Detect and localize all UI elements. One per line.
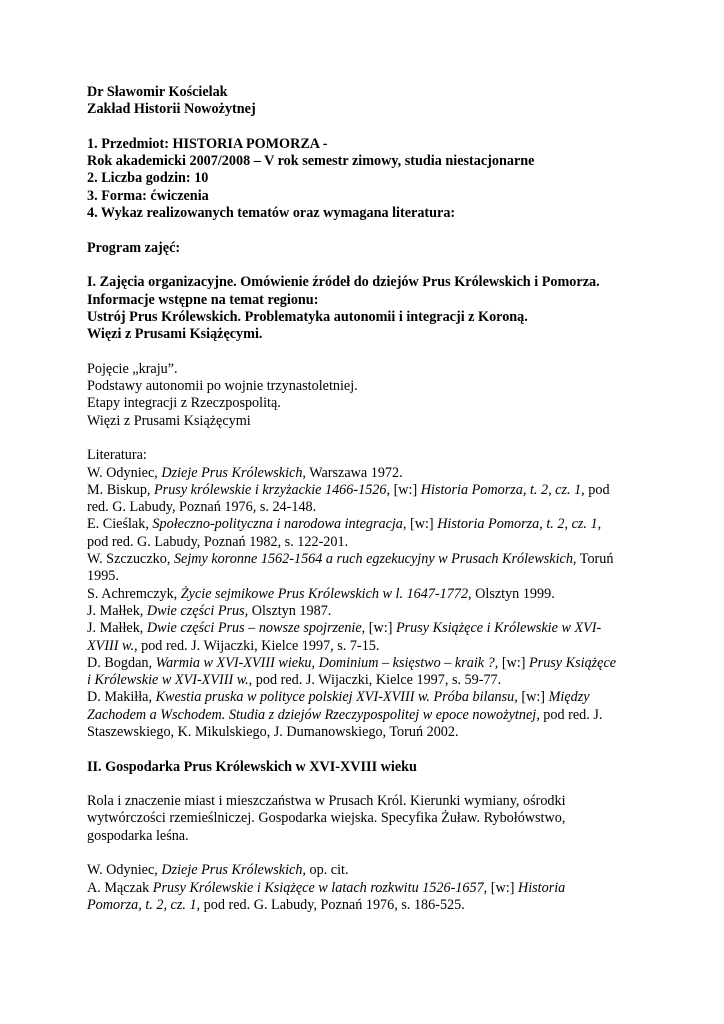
literature-text: D. Bogdan,	[87, 654, 156, 671]
literature-entry-line	[87, 655, 647, 672]
literature-entry-line	[87, 516, 647, 533]
literature-entry-line	[87, 568, 647, 585]
literature-entry-line	[87, 880, 647, 897]
literature-text: [w:]	[365, 620, 396, 637]
literature-entry-line	[87, 534, 647, 551]
section-title-line: Ustrój Prus Królewskich. Problematyka autonomii i integracji z Koroną.	[87, 308, 528, 325]
literature-text: [w:]	[487, 879, 518, 896]
literature-title: i Królewskie w XVI-XVIII w.,	[87, 672, 253, 689]
description-line: wytwórczości rzemieślniczej. Gospodarka wiejska. Specyfika Żuław. Rybołówstwo,	[87, 810, 566, 827]
literature-entry-line	[87, 724, 647, 741]
course-topics: 4. Wykaz realizowanych tematów oraz wymagana literatura:	[87, 205, 456, 222]
author-name: Dr Sławomir Kościelak	[87, 84, 228, 100]
course-hours: 2. Liczba godzin: 10	[87, 170, 209, 187]
literature-title: Prusy królewskie i krzyżackie 1466-1526,	[154, 481, 391, 498]
literature-text: [w:]	[390, 481, 421, 498]
literature-entry-line	[87, 551, 647, 568]
literature-text: 1995.	[87, 568, 119, 585]
literature-text: E. Cieślak,	[87, 516, 153, 533]
literature-title: Warmia w XVI-XVIII wieku, Dominium – księstwo – kraik ?,	[155, 654, 499, 671]
literature-text: M. Biskup,	[87, 481, 155, 498]
section-1-literature	[87, 465, 647, 742]
section-2-title: II. Gospodarka Prus Królewskich w XVI-XVIII wieku	[87, 758, 417, 775]
literature-label: Literatura:	[87, 447, 147, 464]
program-heading: Program zajęć:	[87, 239, 181, 256]
literature-entry-line	[87, 465, 647, 482]
literature-text: Warszawa 1972.	[305, 464, 403, 481]
literature-text: [w:]	[517, 689, 549, 706]
topic-point: Podstawy autonomii po wojnie trzynastoletniej.	[87, 378, 358, 395]
literature-entry-line	[87, 638, 647, 655]
literature-entry-line	[87, 603, 647, 620]
literature-entry-line	[87, 499, 647, 516]
literature-text: pod red. G. Labudy, Poznań 1982, s. 122-201.	[87, 533, 349, 550]
literature-entry-line	[87, 482, 647, 499]
literature-title: Kwestia pruska w polityce polskiej XVI-XVIII w. Próba bilansu,	[155, 689, 518, 706]
literature-text: A. Mączak	[87, 879, 153, 896]
section-1-title	[87, 274, 647, 343]
literature-text: J. Małłek,	[87, 602, 147, 619]
literature-entry-line	[87, 672, 647, 689]
literature-title: Historia Pomorza, t. 2, cz. 1,	[420, 481, 585, 498]
literature-text: red. G. Labudy, Poznań 1976, s. 24-148.	[87, 499, 317, 516]
course-form: 3. Forma: ćwiczenia	[87, 187, 209, 204]
literature-entry-line	[87, 707, 647, 724]
literature-entry-line	[87, 586, 647, 603]
section-title-line: Więzi z Prusami Książęcymi.	[87, 326, 263, 343]
literature-text: [w:]	[498, 654, 529, 671]
literature-title: Między	[548, 689, 590, 706]
literature-title: Życie sejmikowe Prus Królewskich w l. 1647-1772,	[180, 585, 472, 602]
department-name: Zakład Historii Nowożytnej	[87, 101, 256, 118]
section-2-literature	[87, 862, 647, 914]
literature-text: Toruń	[576, 551, 614, 568]
literature-text: W. Szczuczko,	[87, 551, 174, 568]
course-year: Rok akademicki 2007/2008 – V rok semestr zimowy, studia niestacjonarne	[87, 153, 535, 170]
literature-text: pod	[584, 481, 610, 498]
document-page	[87, 84, 647, 914]
literature-text: D. Makiłła,	[87, 689, 156, 706]
topic-point: Etapy integracji z Rzeczpospolitą.	[87, 395, 281, 412]
literature-text: pod red. J.	[539, 706, 603, 723]
section-1-points	[87, 361, 647, 430]
topic-point: Więzi z Prusami Książęcymi	[87, 412, 251, 429]
literature-title: Historia	[517, 879, 566, 896]
section-title-line: I. Zajęcia organizacyjne. Omówienie źródeł do dziejów Prus Królewskich i Pomorza.	[87, 274, 600, 291]
literature-entry-line	[87, 689, 647, 706]
literature-title: Prusy Królewskie i Książęce w latach rozkwitu 1526-1657,	[152, 879, 488, 896]
literature-text: Olsztyn 1987.	[248, 602, 332, 619]
literature-text: pod red. G. Labudy, Poznań 1976, s. 186-525.	[200, 896, 465, 913]
literature-title: Dzieje Prus Królewskich,	[161, 464, 306, 481]
literature-title: Pomorza, t. 2, cz. 1,	[87, 896, 201, 913]
literature-title: Prusy Książęce i Królewskie w XVI-	[395, 620, 602, 637]
description-line: gospodarka leśna.	[87, 827, 189, 844]
literature-text: pod red. J. Wijaczki, Kielce 1997, s. 59-77.	[252, 672, 502, 689]
literature-text: op. cit.	[305, 862, 349, 879]
description-line: Rola i znaczenie miast i mieszczaństwa w Prusach Król. Kierunki wymiany, ośrodki	[87, 793, 566, 810]
section-title-line: Informacje wstępne na temat regionu:	[87, 291, 319, 308]
literature-text: W. Odyniec,	[87, 862, 162, 879]
literature-text: Olsztyn 1999.	[471, 585, 555, 602]
literature-text: W. Odyniec,	[87, 464, 162, 481]
literature-title: Dzieje Prus Królewskich,	[161, 862, 306, 879]
literature-text: S. Achremczyk,	[87, 585, 181, 602]
literature-title: Społeczno-polityczna i narodowa integracja,	[152, 516, 407, 533]
literature-title: Dwie części Prus,	[146, 602, 249, 619]
course-subject: 1. Przedmiot: HISTORIA POMORZA -	[87, 135, 328, 152]
literature-text: pod red. J. Wijaczki, Kielce 1997, s. 7-15.	[137, 637, 380, 654]
literature-text: Staszewskiego, K. Mikulskiego, J. Dumanowskiego, Toruń 2002.	[87, 723, 459, 740]
literature-title: Sejmy koronne 1562-1564 a ruch egzekucyjny w Prusach Królewskich,	[173, 551, 577, 568]
literature-title: Prusy Książęce	[529, 654, 617, 671]
literature-entry-line	[87, 897, 647, 914]
section-2-description	[87, 793, 647, 845]
literature-text: J. Małłek,	[87, 620, 147, 637]
literature-text: [w:]	[406, 516, 438, 533]
literature-title: Zachodem a Wschodem. Studia z dziejów Rzeczypospolitej w epoce nowożytnej,	[87, 706, 540, 723]
literature-entry-line	[87, 862, 647, 879]
literature-title: Historia Pomorza, t. 2, cz. 1,	[437, 516, 602, 533]
literature-title: Dwie części Prus – nowsze spojrzenie,	[146, 620, 366, 637]
literature-title: XVIII w.,	[87, 637, 138, 654]
literature-entry-line	[87, 620, 647, 637]
topic-point: Pojęcie „kraju”.	[87, 360, 178, 377]
